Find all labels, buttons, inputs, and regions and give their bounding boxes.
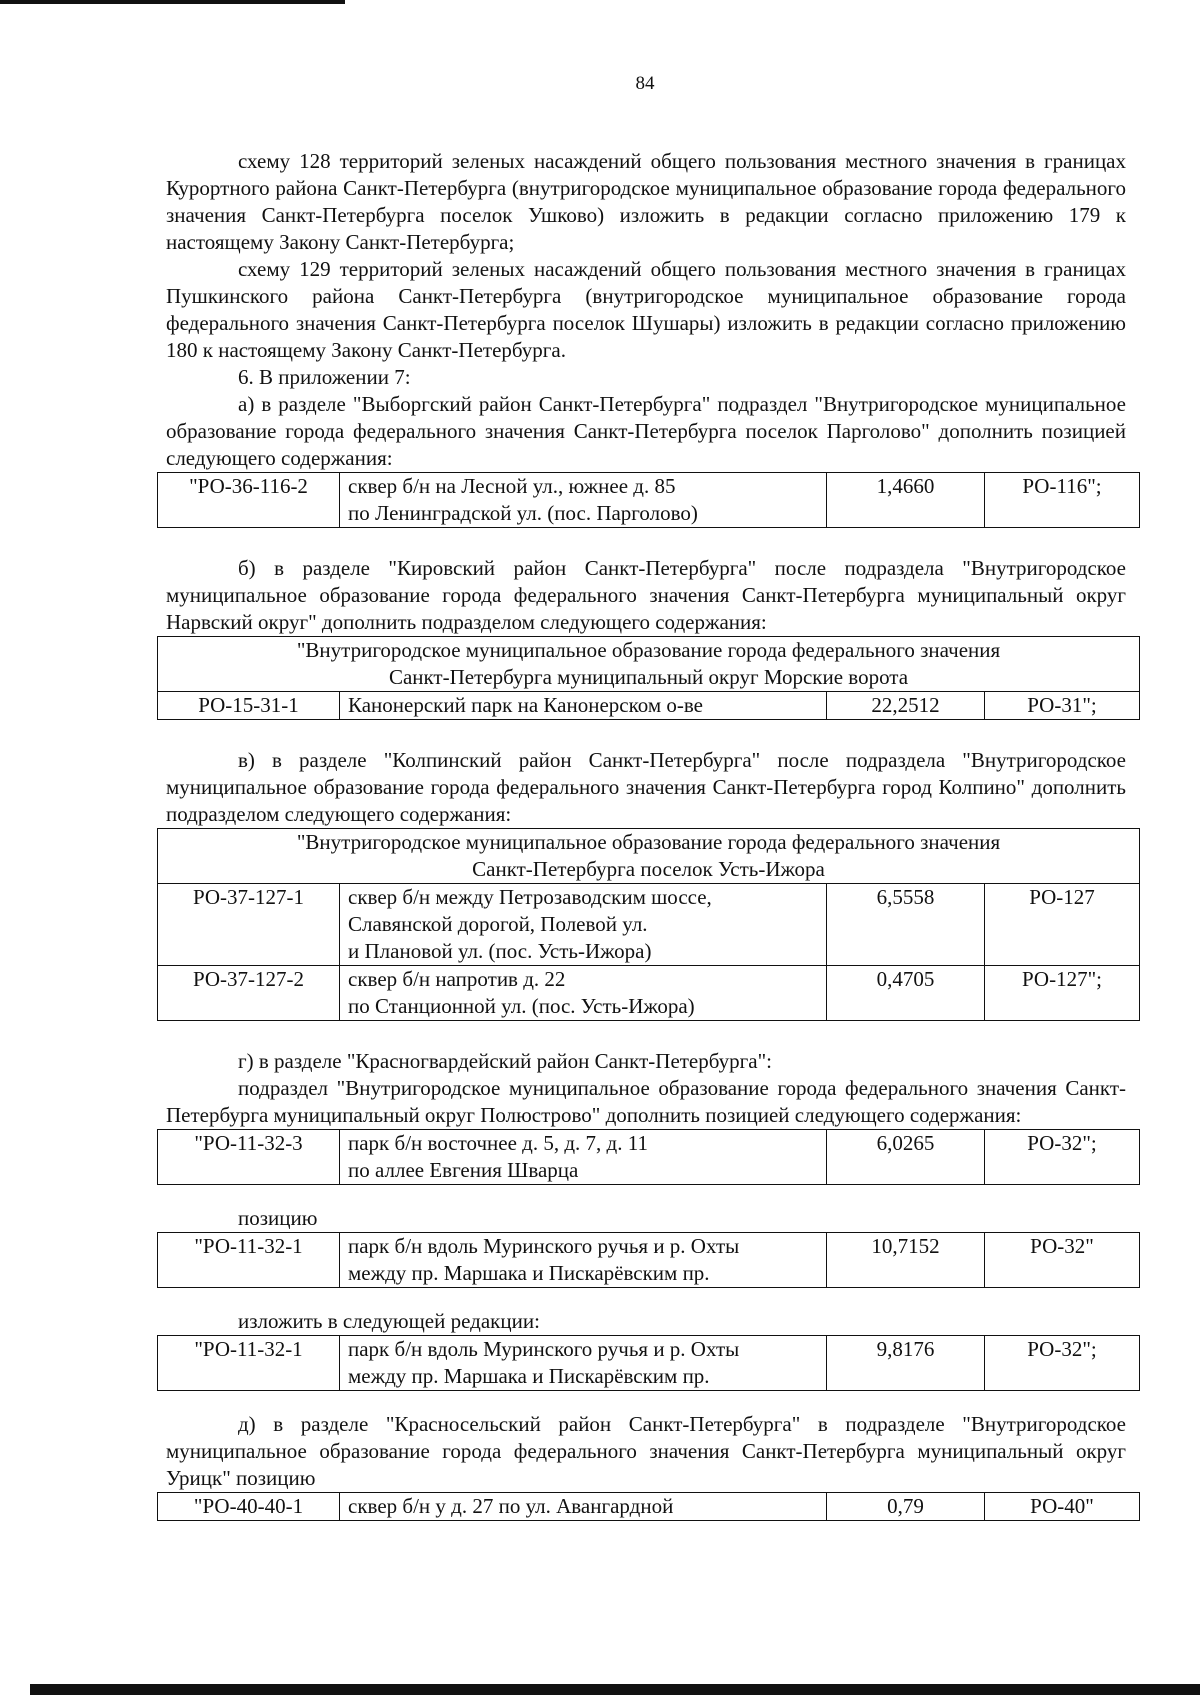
table-polyustrovo-old (157, 1232, 1140, 1288)
name-line: парк б/н вдоль Муринского ручья и р. Охты (348, 1234, 740, 1258)
table-header-row (158, 829, 1140, 884)
table-cell-ref: РО-127 (985, 884, 1140, 966)
page-number: 84 (635, 73, 655, 94)
table-vyborgsky (157, 472, 1140, 528)
table-cell-code: РО-37-127-2 (158, 966, 340, 1021)
name-line: и Плановой ул. (пос. Усть-Ижора) (348, 939, 652, 963)
table-kolpinsky (157, 828, 1140, 1021)
paragraph-polyustrovo: подраздел "Внутригородское муниципальное образование города федерального значения Санкт-Петербурга муниципальный округ Полюстрово" дополнить позицией следующего содержания: (166, 1076, 1126, 1127)
table-cell-name (340, 1130, 827, 1185)
bottom-scan-border (30, 1684, 1200, 1695)
table-cell-area: 10,7152 (827, 1233, 985, 1288)
table-cell-code: "РО-36-116-2 (158, 473, 340, 528)
table-cell-name (340, 473, 827, 528)
table-row (158, 1336, 1140, 1391)
paragraph-krasnoselsky: д) в разделе "Красносельский район Санкт-Петербурга" в подразделе "Внутригородское муниципальное образование города федерального значения Санкт-Петербурга муниципальный округ Урицк" позицию (166, 1412, 1126, 1490)
name-line: по Ленинградской ул. (пос. Парголово) (348, 501, 698, 525)
document-body (166, 148, 1126, 1521)
table-row (158, 1233, 1140, 1288)
table-cell-area: 6,0265 (827, 1130, 985, 1185)
table-cell-code: "РО-11-32-1 (158, 1336, 340, 1391)
paragraph-scheme-128: схему 128 территорий зеленых насаждений общего пользования местного значения в границах Курортного района Санкт-Петербурга (внутригородское муниципальное образование города федерального значения Санкт-Петербурга поселок Ушково) изложить в редакции согласно приложению 179 к настоящему Закону Санкт-Петербурга; (166, 149, 1126, 254)
name-line: по Станционной ул. (пос. Усть-Ижора) (348, 994, 695, 1018)
header-line: Санкт-Петербурга поселок Усть-Ижора (472, 857, 825, 881)
table-cell-area: 22,2512 (827, 692, 985, 720)
table-cell-name: сквер б/н у д. 27 по ул. Авангардной (340, 1493, 827, 1521)
table-cell-code: РО-37-127-1 (158, 884, 340, 966)
table-cell-code: "РО-11-32-3 (158, 1130, 340, 1185)
header-line: Санкт-Петербурга муниципальный округ Морские ворота (388, 665, 909, 689)
table-cell-name (340, 884, 827, 966)
name-line: между пр. Маршака и Пискарёвским пр. (348, 1261, 710, 1285)
table-cell-area: 6,5558 (827, 884, 985, 966)
top-scan-border (0, 0, 345, 4)
name-line: парк б/н восточнее д. 5, д. 7, д. 11 (348, 1131, 648, 1155)
table-cell-name: Канонерский парк на Канонерском о-ве (340, 692, 827, 720)
table-row (158, 473, 1140, 528)
paragraph-new-edition: изложить в следующей редакции: (238, 1309, 540, 1333)
table-row (158, 692, 1140, 720)
table-kirovsky (157, 636, 1140, 720)
table-cell-code: "РО-40-40-1 (158, 1493, 340, 1521)
table-cell-ref: РО-32"; (985, 1130, 1140, 1185)
table-cell-ref: РО-127"; (985, 966, 1140, 1021)
table-cell-name (340, 1336, 827, 1391)
header-line: "Внутригородское муниципальное образование города федерального значения (296, 830, 1001, 854)
table-cell-area: 9,8176 (827, 1336, 985, 1391)
name-line: по аллее Евгения Шварца (348, 1158, 579, 1182)
table-row (158, 884, 1140, 966)
table-cell-name (340, 966, 827, 1021)
table-row (158, 1493, 1140, 1521)
paragraph-vyborgsky: а) в разделе "Выборгский район Санкт-Петербурга" подраздел "Внутригородское муниципальное образование города федерального значения Санкт-Петербурга поселок Парголово" дополнить позицией следующего содержания: (166, 392, 1126, 470)
table-cell-ref: РО-31"; (985, 692, 1140, 720)
name-line: сквер б/н между Петрозаводским шоссе, (348, 885, 712, 909)
table-cell-ref: РО-32" (985, 1233, 1140, 1288)
table-cell-ref: РО-116"; (985, 473, 1140, 528)
table-row (158, 1130, 1140, 1185)
table-cell-area: 0,79 (827, 1493, 985, 1521)
paragraph-kirovsky: б) в разделе "Кировский район Санкт-Петербурга" после подраздела "Внутригородское муниципальное образование города федерального значения Санкт-Петербурга муниципальный округ Нарвский округ" дополнить подразделом следующего содержания: (166, 556, 1126, 634)
table-row (158, 966, 1140, 1021)
table-polyustrovo-new (157, 1335, 1140, 1391)
name-line: Славянской дорогой, Полевой ул. (348, 912, 648, 936)
table-cell-area: 0,4705 (827, 966, 985, 1021)
paragraph-krasnogvardeysky: г) в разделе "Красногвардейский район Санкт-Петербурга": (238, 1049, 772, 1073)
paragraph-position: позицию (238, 1206, 318, 1230)
paragraph-appendix-7: 6. В приложении 7: (238, 365, 411, 389)
table-header-row (158, 637, 1140, 692)
paragraph-scheme-129: схему 129 территорий зеленых насаждений общего пользования местного значения в границах Пушкинского района Санкт-Петербурга (внутригородское муниципальное образование города федерального значения Санкт-Петербурга поселок Шушары) изложить в редакции согласно приложению 180 к настоящему Закону Санкт-Петербурга. (166, 257, 1126, 362)
name-line: парк б/н вдоль Муринского ручья и р. Охты (348, 1337, 740, 1361)
table-cell-code: РО-15-31-1 (158, 692, 340, 720)
paragraph-kolpinsky: в) в разделе "Колпинский район Санкт-Петербурга" после подраздела "Внутригородское муниципальное образование города федерального значения Санкт-Петербурга город Колпино" дополнить подразделом следующего содержания: (166, 748, 1126, 826)
table-header (158, 829, 1140, 884)
table-cell-ref: РО-40" (985, 1493, 1140, 1521)
name-line: сквер б/н напротив д. 22 (348, 967, 566, 991)
table-cell-area: 1,4660 (827, 473, 985, 528)
table-cell-name (340, 1233, 827, 1288)
name-line: сквер б/н на Лесной ул., южнее д. 85 (348, 474, 676, 498)
header-line: "Внутригородское муниципальное образование города федерального значения (296, 638, 1001, 662)
table-cell-ref: РО-32"; (985, 1336, 1140, 1391)
table-header (158, 637, 1140, 692)
table-polyustrovo-add (157, 1129, 1140, 1185)
name-line: между пр. Маршака и Пискарёвским пр. (348, 1364, 710, 1388)
table-uritsk (157, 1492, 1140, 1521)
table-cell-code: "РО-11-32-1 (158, 1233, 340, 1288)
